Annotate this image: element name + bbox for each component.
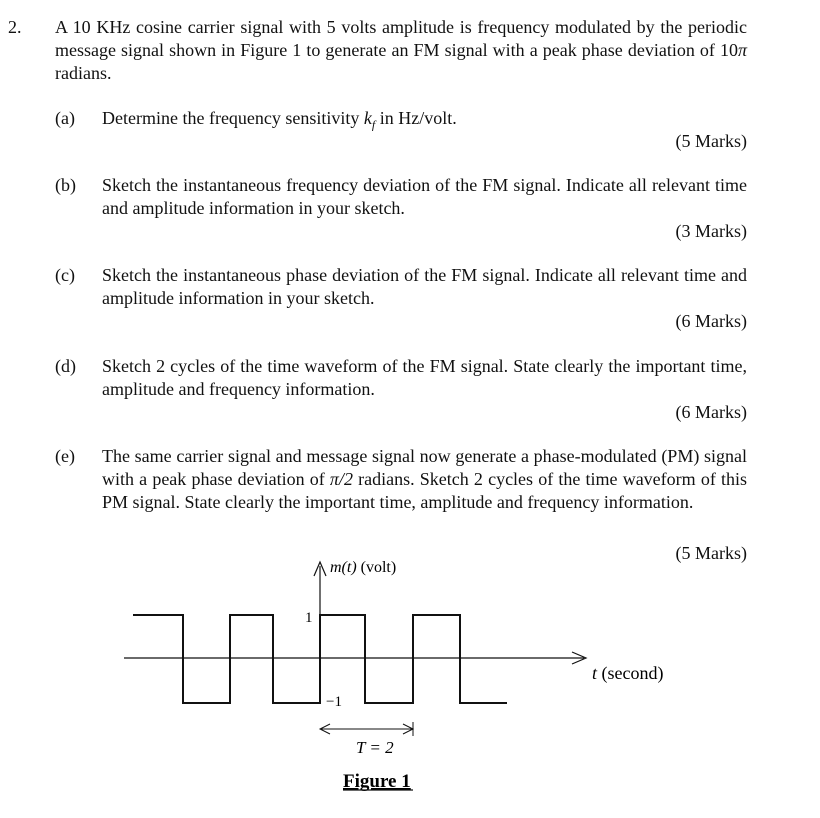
part-d-label: (d) xyxy=(55,356,76,376)
part-e-label: (e) xyxy=(55,446,75,466)
intro-text-end: radians. xyxy=(55,63,112,83)
part-a-text-start: Determine the frequency sensitivity xyxy=(102,108,364,128)
part-d-marks: (6 Marks) xyxy=(675,402,747,422)
part-b-text: Sketch the instantaneous frequency deviation of the FM signal. Indicate all relevant time and amplitude information in your sketch. xyxy=(102,175,747,218)
y-axis-label: m(t) (volt) xyxy=(330,559,397,576)
part-a-symbol-sub: f xyxy=(371,117,376,132)
x-axis-label: t (second) xyxy=(592,663,664,683)
part-e-marks: (5 Marks) xyxy=(675,543,747,563)
square-wave-signal xyxy=(133,615,507,703)
part-e-text-start: The same carrier signal and message signal now generate a phase-modulated (PM) signal with a peak phase deviation of xyxy=(102,446,747,489)
part-b-label: (b) xyxy=(55,175,76,195)
part-a-text-end: in Hz/volt. xyxy=(375,108,457,128)
part-c-marks: (6 Marks) xyxy=(675,311,747,331)
part-c-text: Sketch the instantaneous phase deviation of the FM signal. Indicate all relevant time and amplitude information in your sketch. xyxy=(102,265,747,308)
intro-text-start: A 10 KHz cosine carrier signal with 5 volts amplitude is frequency modulated by the periodic message signal shown in Figure 1 to generate an FM signal with a peak phase deviation of 10 xyxy=(55,17,747,60)
level-low-label: −1 xyxy=(326,694,342,710)
level-high-label: 1 xyxy=(305,610,313,626)
question-number: 2. xyxy=(8,17,22,37)
part-b-marks: (3 Marks) xyxy=(675,221,747,241)
part-e-text-end: radians. Sketch 2 cycles of the time waveform of this PM signal. State clearly the important time, amplitude and frequency information. xyxy=(102,469,747,512)
part-a-label: (a) xyxy=(55,108,75,128)
figure-caption: Figure 1 xyxy=(343,771,411,792)
period-label: T = 2 xyxy=(356,738,394,757)
part-e-pi-expr: π/2 xyxy=(329,469,353,489)
part-c-label: (c) xyxy=(55,265,75,285)
part-a-symbol: k xyxy=(363,108,372,128)
part-a-marks: (5 Marks) xyxy=(675,131,747,151)
part-d-text: Sketch 2 cycles of the time waveform of the FM signal. State clearly the important time, amplitude and frequency information. xyxy=(102,356,747,399)
intro-pi-symbol: π xyxy=(737,40,747,60)
